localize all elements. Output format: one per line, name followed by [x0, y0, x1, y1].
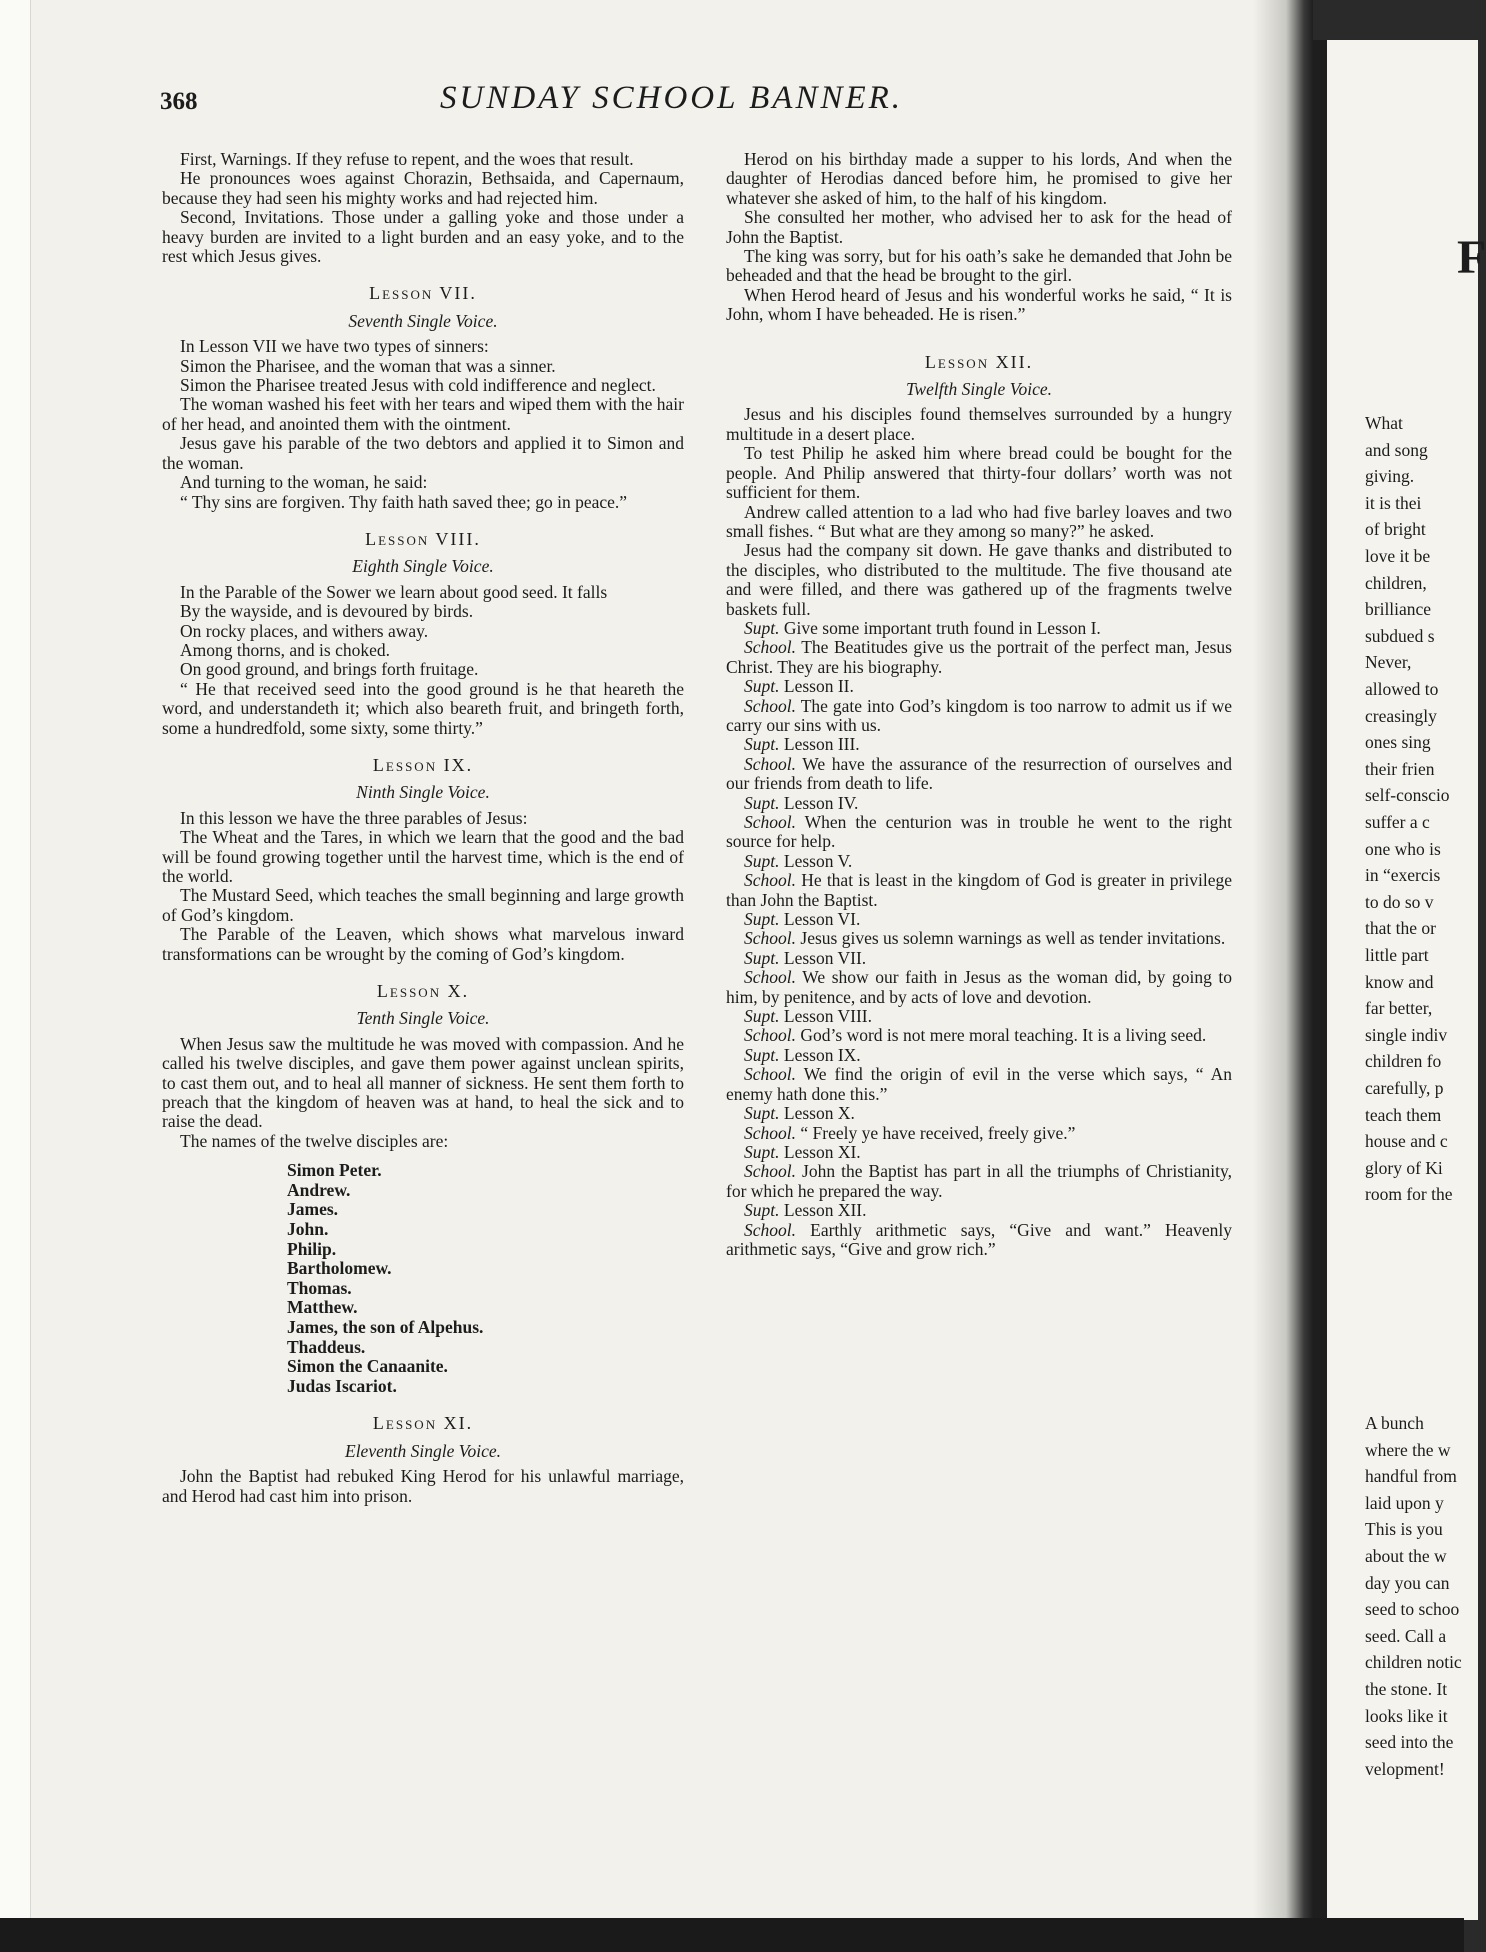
facing-page-line: looks like it [1365, 1705, 1448, 1726]
facing-page-line: handful from [1365, 1466, 1457, 1487]
facing-page-line: and song [1365, 439, 1428, 460]
facing-page-line: that the or [1365, 918, 1436, 939]
dialogue-text: “ Freely ye have received, freely give.” [800, 1122, 1076, 1143]
speaker: Supt. [744, 734, 780, 755]
speaker: Supt. [744, 1006, 780, 1027]
paragraph: First, Warnings. If they refuse to repent, and the woes that result. [180, 149, 634, 169]
facing-page-line: laid upon y [1365, 1492, 1444, 1513]
dialogue-text: Lesson X. [783, 1103, 855, 1124]
paragraph: Among thorns, and is choked. [180, 639, 390, 660]
dialogue-text: Lesson VII. [783, 947, 867, 968]
speaker: School. [744, 1161, 797, 1182]
paragraph: In Lesson VII we have two types of sinners: [180, 336, 489, 357]
lesson-heading: Lesson XI. [372, 1413, 474, 1434]
facing-page [1313, 40, 1486, 1920]
facing-page-line: What [1365, 413, 1403, 433]
speaker: School. [744, 637, 797, 658]
dialogue-text: Give some important truth found in Lesson I. [783, 617, 1101, 638]
dialogue-line [726, 813, 1232, 852]
dialogue-line [726, 1162, 1232, 1201]
scan-bottom-edge [0, 1918, 1464, 1952]
facing-page-line: to do so v [1365, 891, 1434, 912]
paragraph: When Herod heard of Jesus and his wonderful works he said, “ It is John, whom I have beheaded. He is risen.” [726, 284, 1232, 325]
dialogue-text: Lesson III. [783, 734, 860, 755]
facing-page-line: where the w [1365, 1439, 1451, 1460]
facing-page-line: A bunch [1365, 1413, 1424, 1433]
facing-page-line: brilliance [1365, 599, 1432, 620]
paragraph: The Mustard Seed, which teaches the small beginning and large growth of God’s kingdom. [162, 885, 684, 925]
dialogue-line [726, 1007, 1232, 1026]
speaker: Supt. [744, 1200, 780, 1221]
list-item: John. [287, 1219, 329, 1240]
list-item: James. [287, 1199, 339, 1220]
dialogue-line [726, 1046, 1232, 1065]
lesson-heading: Lesson VII. [369, 283, 477, 304]
speaker: Supt. [744, 1044, 780, 1065]
dialogue-line [726, 755, 1232, 794]
voice-subheading: Ninth Single Voice. [356, 782, 490, 803]
speaker: Supt. [744, 617, 780, 638]
speaker: Supt. [744, 1141, 780, 1162]
dialogue-text: God’s word is not mere moral teaching. It is a living seed. [800, 1025, 1207, 1046]
speaker: Supt. [744, 947, 780, 968]
paragraph: In the Parable of the Sower we learn about good seed. It falls [180, 581, 608, 602]
facing-page-line: the stone. It [1365, 1679, 1448, 1699]
list-item: Simon the Canaanite. [287, 1356, 448, 1377]
list-item: Matthew. [287, 1297, 358, 1318]
speaker: Supt. [744, 909, 780, 930]
dialogue-line [726, 677, 1232, 696]
paragraph: “ Thy sins are forgiven. Thy faith hath saved thee; go in peace.” [180, 491, 628, 512]
voice-subheading: Twelfth Single Voice. [906, 379, 1052, 400]
facing-page-line: This is you [1365, 1519, 1443, 1540]
speaker: School. [744, 1025, 797, 1046]
facing-page-line: suffer a c [1365, 812, 1430, 832]
dialogue-text: He that is least in the kingdom of God is greater in privilege than John the Baptist. [726, 870, 1232, 910]
dialogue-text: Lesson VI. [783, 909, 861, 930]
lesson-heading: Lesson XII. [924, 351, 1034, 372]
facing-page-line: teach them [1365, 1104, 1442, 1125]
paragraph: John the Baptist had rebuked King Herod for his unlawful marriage, and Herod had cast him into prison. [162, 1466, 684, 1506]
speaker: School. [744, 870, 797, 891]
facing-page-line: self-conscio [1365, 785, 1450, 806]
speaker: School. [744, 1122, 797, 1143]
speaker: Supt. [744, 676, 780, 697]
paragraph: Andrew called attention to a lad who had five barley loaves and two small fishes. “ But what are they among so many?” he asked. [726, 501, 1232, 541]
voice-subheading: Seventh Single Voice. [348, 310, 498, 331]
paragraph: Simon the Pharisee, and the woman that was a sinner. [180, 355, 556, 376]
speaker: School. [744, 1219, 797, 1240]
dialogue-text: When the centurion was in trouble he went to the right source for help. [726, 812, 1232, 852]
paragraph: The woman washed his feet with her tears and wiped them with the hair of her head, and anointed them with the ointment. [162, 394, 684, 434]
dialogue-text: Lesson XII. [783, 1200, 867, 1221]
speaker: School. [744, 812, 797, 832]
facing-page-line: room for the [1365, 1184, 1453, 1205]
paragraph: Second, Invitations. Those under a galling yoke and those under a heavy burden are invited to a light burden and an easy yoke, and to the rest which Jesus gives. [162, 207, 684, 267]
dialogue-line [726, 1026, 1232, 1045]
facing-page-line: seed into the [1365, 1732, 1454, 1753]
list-item: Andrew. [287, 1179, 351, 1200]
list-item: Judas Iscariot. [287, 1375, 397, 1396]
paragraph: The names of the twelve disciples are: [180, 1130, 449, 1151]
dialogue-line [726, 910, 1232, 929]
dialogue-text: Lesson II. [783, 676, 854, 697]
facing-page-line: seed to schoo [1365, 1599, 1460, 1620]
paragraph: On rocky places, and withers away. [180, 620, 429, 641]
list-item: Thaddeus. [287, 1336, 366, 1357]
facing-page-line: day you can [1365, 1572, 1450, 1593]
dialogue-line [726, 697, 1232, 736]
dialogue-text: Lesson VIII. [783, 1006, 873, 1027]
paragraph: To test Philip he asked him where bread could be bought for the people. And Philip answered that thirty-four dollars’ worth was not sufficient for them. [726, 443, 1232, 503]
paragraph: In this lesson we have the three parables of Jesus: [180, 807, 528, 828]
dialogue-line [726, 794, 1232, 813]
responsive-reading [726, 619, 1232, 1259]
dialogue-line [726, 852, 1232, 871]
dialogue-text: Lesson XI. [783, 1141, 861, 1162]
paragraph: Jesus and his disciples found themselves surrounded by a hungry multitude in a desert place. [726, 404, 1232, 444]
running-head: SUNDAY SCHOOL BANNER. [440, 80, 904, 116]
dialogue-text: Jesus gives us solemn warnings as well as tender invitations. [800, 928, 1226, 949]
voice-subheading: Tenth Single Voice. [356, 1008, 490, 1029]
dialogue-line [726, 735, 1232, 754]
facing-page-line: allowed to [1365, 679, 1439, 699]
facing-page-line: glory of Ki [1365, 1157, 1443, 1178]
facing-page-line: it is thei [1365, 492, 1422, 513]
facing-page-line: love it be [1365, 546, 1431, 566]
list-item: Simon Peter. [287, 1160, 382, 1181]
facing-page-line: Never, [1365, 652, 1412, 673]
facing-page-line: far better, [1365, 998, 1433, 1019]
dialogue-line [726, 1143, 1232, 1162]
paragraph: The Wheat and the Tares, in which we learn that the good and the bad will be found growing together until the harvest time, which is the end of the world. [162, 827, 684, 886]
dialogue-line [726, 968, 1232, 1007]
dialogue-line [726, 1221, 1232, 1260]
dialogue-line [726, 929, 1232, 948]
paragraph: Herod on his birthday made a supper to his lords, And when the daughter of Herodias danced before him, he promised to give her whatever she asked of him, to the half of his kingdom. [726, 149, 1232, 208]
paragraph: She consulted her mother, who advised her to ask for the head of John the Baptist. [726, 207, 1232, 247]
facing-page-line: children, [1365, 572, 1427, 593]
facing-page-line: know and [1365, 971, 1434, 992]
paragraph: When Jesus saw the multitude he was moved with compassion. And he called his twelve disciples, and gave them power against unclean spirits, to cast them out, and to heal all manner of sickness. He sent them forth to preach that the kingdom of heaven was at hand, to heal the sick and to raise the dead. [162, 1033, 684, 1132]
lesson-heading: Lesson VIII. [365, 528, 481, 549]
dialogue-text: We have the assurance of the resurrection of ourselves and our friends from death to life. [726, 753, 1233, 794]
dialogue-line [726, 1065, 1232, 1104]
paragraph: Simon the Pharisee treated Jesus with cold indifference and neglect. [180, 375, 656, 396]
facing-page-line: little part [1365, 945, 1429, 965]
list-item: James, the son of Alpehus. [287, 1317, 484, 1338]
dialogue-line [726, 949, 1232, 968]
dialogue-text: The gate into God’s kingdom is too narrow to admit us if we carry our sins with us. [726, 695, 1233, 735]
speaker: School. [744, 967, 797, 988]
dialogue-text: John the Baptist has part in all the triumphs of Christianity, for which he prepared the way. [726, 1161, 1232, 1201]
facing-page-initial: F [1457, 231, 1486, 284]
voice-subheading: Eleventh Single Voice. [345, 1440, 501, 1461]
speaker: School. [744, 695, 797, 716]
dialogue-line [726, 1201, 1232, 1220]
lesson-heading: Lesson IX. [372, 754, 474, 775]
paragraph: “ He that received seed into the good ground is he that heareth the word, and understandeth it; which also beareth fruit, and bringeth forth, some a hundredfold, some sixty, some thirty.” [162, 678, 684, 738]
disciples-list [162, 1161, 684, 1396]
facing-page-line: in “exercis [1365, 865, 1441, 886]
facing-page-line: seed. Call a [1365, 1625, 1447, 1646]
speaker: School. [744, 1064, 797, 1085]
paragraph: He pronounces woes against Chorazin, Bethsaida, and Capernaum, because they had seen his mighty works and had rejected him. [162, 168, 684, 208]
list-item: Bartholomew. [287, 1258, 392, 1279]
speaker: Supt. [744, 1103, 780, 1124]
dialogue-line [726, 1104, 1232, 1123]
facing-page-line: giving. [1365, 466, 1415, 487]
facing-page-line: one who is [1365, 838, 1441, 859]
facing-page-line: ones sing [1365, 732, 1431, 753]
page-edge [0, 0, 31, 1918]
paragraph: The Parable of the Leaven, which shows what marvelous inward transformations can be wrought by the coming of God’s kingdom. [162, 924, 684, 964]
speaker: School. [744, 753, 797, 774]
facing-page-line: house and c [1365, 1131, 1448, 1152]
speaker: School. [744, 928, 797, 949]
right-column [726, 150, 1232, 1259]
paragraph: And turning to the woman, he said: [180, 472, 428, 493]
dialogue-text: Lesson V. [783, 850, 853, 871]
list-item: Philip. [287, 1238, 337, 1259]
facing-page-line: about the w [1365, 1546, 1447, 1566]
dialogue-text: We show our faith in Jesus as the woman did, by going to him, by penitence, and by acts of love and devotion. [726, 967, 1232, 1007]
paragraph: Jesus had the company sit down. He gave thanks and distributed to the disciples, who distributed to the multitude. The five thousand ate and were filled, and there was gathered up of the fragments twelve baskets full. [726, 540, 1232, 619]
facing-page-line: carefully, p [1365, 1078, 1444, 1098]
facing-page-line: velopment! [1365, 1758, 1445, 1779]
paragraph: On good ground, and brings forth fruitage. [180, 659, 479, 680]
paragraph: The king was sorry, but for his oath’s sake he demanded that John be beheaded and that the head be brought to the girl. [726, 246, 1232, 286]
dialogue-text: Earthly arithmetic says, “Give and want.” Heavenly arithmetic says, “Give and grow rich.” [726, 1219, 1232, 1259]
dialogue-text: Lesson IV. [783, 792, 859, 813]
facing-page-line: children fo [1365, 1051, 1442, 1072]
speaker: Supt. [744, 792, 780, 813]
left-column [162, 150, 684, 1506]
voice-subheading: Eighth Single Voice. [352, 556, 494, 577]
lesson-heading: Lesson X. [376, 981, 470, 1002]
dialogue-line [726, 619, 1232, 638]
book-gutter [1253, 0, 1313, 1918]
dialogue-text: The Beatitudes give us the portrait of the perfect man, Jesus Christ. They are his biography. [726, 637, 1232, 677]
page-number: 368 [160, 88, 198, 115]
facing-page-line: children notic [1365, 1652, 1462, 1673]
list-item: Thomas. [287, 1277, 352, 1298]
dialogue-line [726, 638, 1232, 677]
dialogue-line [726, 871, 1232, 910]
facing-page-line: their frien [1365, 758, 1435, 779]
facing-page-line: of bright [1365, 519, 1426, 540]
dialogue-text: We find the origin of evil in the verse which says, “ An enemy hath done this.” [726, 1064, 1232, 1104]
facing-page-line: creasingly [1365, 705, 1437, 726]
dialogue-text: Lesson IX. [783, 1044, 861, 1065]
paragraph: Jesus gave his parable of the two debtors and applied it to Simon and the woman. [162, 433, 684, 473]
dialogue-line [726, 1124, 1232, 1143]
speaker: Supt. [744, 850, 780, 871]
paragraph: By the wayside, and is devoured by birds. [180, 601, 474, 622]
facing-page-line: subdued s [1365, 625, 1435, 646]
facing-page-line: single indiv [1365, 1024, 1448, 1045]
